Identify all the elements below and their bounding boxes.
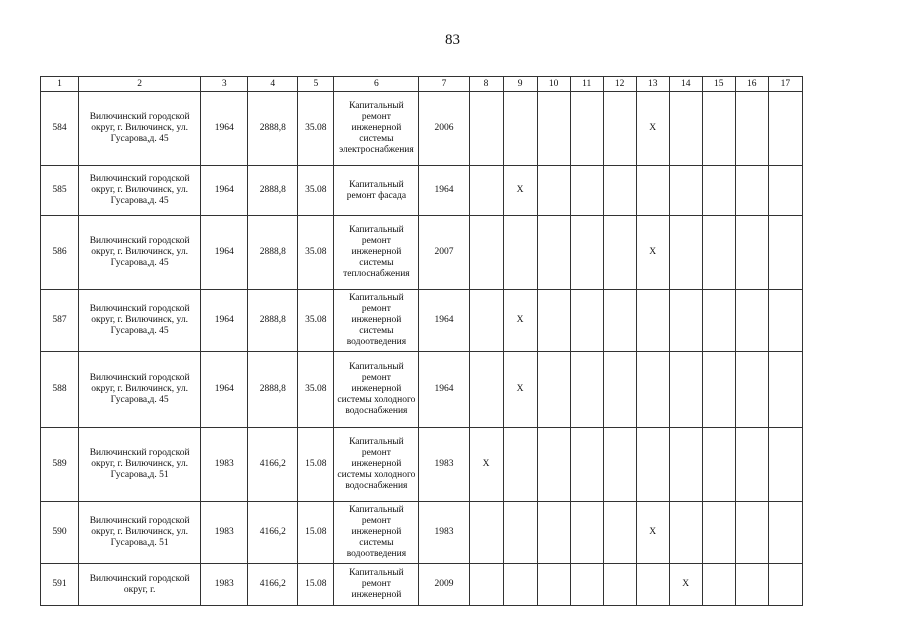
last-repair-year-cell: 1964 <box>419 166 469 216</box>
empty-cell <box>537 92 570 166</box>
last-repair-year-cell: 1983 <box>419 502 469 564</box>
planned-mark-cell: X <box>636 92 669 166</box>
empty-cell <box>603 564 636 606</box>
empty-cell <box>537 166 570 216</box>
table-row <box>41 166 803 216</box>
last-repair-year-cell: 2009 <box>419 564 469 606</box>
planned-mark-cell: X <box>469 428 503 502</box>
column-header-15: 15 <box>702 77 735 92</box>
address-cell: Вилючинский городской округ, г. Вилючинск, ул. Гусарова,д. 45 <box>79 352 201 428</box>
address-cell: Вилючинский городской округ, г. Вилючинск, ул. Гусарова,д. 51 <box>79 502 201 564</box>
build-year-cell: 1964 <box>201 92 248 166</box>
row-number: 588 <box>41 352 79 428</box>
empty-cell <box>636 564 669 606</box>
planned-mark-cell: X <box>503 290 537 352</box>
empty-cell <box>669 290 702 352</box>
area-cell: 2888,8 <box>248 352 298 428</box>
empty-cell <box>469 352 503 428</box>
last-repair-year-cell: 1964 <box>419 290 469 352</box>
empty-cell <box>768 502 802 564</box>
empty-cell <box>735 216 768 290</box>
table-row <box>41 216 803 290</box>
empty-cell <box>702 166 735 216</box>
row-number: 584 <box>41 92 79 166</box>
empty-cell <box>570 166 603 216</box>
address-cell: Вилючинский городской округ, г. <box>79 564 201 606</box>
empty-cell <box>768 428 802 502</box>
column-header-9: 9 <box>503 77 537 92</box>
area-cell: 2888,8 <box>248 92 298 166</box>
wear-cell: 15.08 <box>298 564 334 606</box>
empty-cell <box>768 564 802 606</box>
build-year-cell: 1964 <box>201 290 248 352</box>
address-cell: Вилючинский городской округ, г. Вилючинск, ул. Гусарова,д. 45 <box>79 166 201 216</box>
empty-cell <box>702 352 735 428</box>
table-row <box>41 352 803 428</box>
work-type-cell: Капитальный ремонт инженерной системы водоотведения <box>334 290 419 352</box>
build-year-cell: 1983 <box>201 428 248 502</box>
empty-cell <box>735 352 768 428</box>
empty-cell <box>537 428 570 502</box>
empty-cell <box>469 290 503 352</box>
wear-cell: 35.08 <box>298 352 334 428</box>
empty-cell <box>603 352 636 428</box>
row-number: 585 <box>41 166 79 216</box>
work-type-cell: Капитальный ремонт инженерной системы холодного водоснабжения <box>334 428 419 502</box>
column-header-8: 8 <box>469 77 503 92</box>
build-year-cell: 1983 <box>201 564 248 606</box>
empty-cell <box>570 290 603 352</box>
wear-cell: 35.08 <box>298 290 334 352</box>
empty-cell <box>603 428 636 502</box>
empty-cell <box>603 502 636 564</box>
empty-cell <box>636 428 669 502</box>
address-cell: Вилючинский городской округ, г. Вилючинск, ул. Гусарова,д. 51 <box>79 428 201 502</box>
empty-cell <box>603 290 636 352</box>
column-header-13: 13 <box>636 77 669 92</box>
empty-cell <box>735 92 768 166</box>
column-header-4: 4 <box>248 77 298 92</box>
work-type-cell: Капитальный ремонт инженерной системы водоотведения <box>334 502 419 564</box>
planned-mark-cell: X <box>636 502 669 564</box>
area-cell: 2888,8 <box>248 290 298 352</box>
empty-cell <box>735 564 768 606</box>
empty-cell <box>469 166 503 216</box>
empty-cell <box>768 92 802 166</box>
page-number: 83 <box>445 32 460 48</box>
column-header-16: 16 <box>735 77 768 92</box>
empty-cell <box>603 216 636 290</box>
planned-mark-cell: X <box>503 352 537 428</box>
empty-cell <box>735 502 768 564</box>
empty-cell <box>702 92 735 166</box>
empty-cell <box>503 428 537 502</box>
empty-cell <box>768 352 802 428</box>
column-header-2: 2 <box>79 77 201 92</box>
empty-cell <box>570 564 603 606</box>
table-row <box>41 428 803 502</box>
empty-cell <box>469 92 503 166</box>
empty-cell <box>702 502 735 564</box>
area-cell: 2888,8 <box>248 216 298 290</box>
work-type-cell: Капитальный ремонт инженерной системы теплоснабжения <box>334 216 419 290</box>
column-header-14: 14 <box>669 77 702 92</box>
row-number: 589 <box>41 428 79 502</box>
column-header-10: 10 <box>537 77 570 92</box>
wear-cell: 35.08 <box>298 92 334 166</box>
repair-schedule-table <box>40 76 803 606</box>
address-cell: Вилючинский городской округ, г. Вилючинск, ул. Гусарова,д. 45 <box>79 92 201 166</box>
empty-cell <box>768 290 802 352</box>
planned-mark-cell: X <box>636 216 669 290</box>
empty-cell <box>702 216 735 290</box>
table-row <box>41 564 803 606</box>
column-header-12: 12 <box>603 77 636 92</box>
build-year-cell: 1983 <box>201 502 248 564</box>
empty-cell <box>537 216 570 290</box>
column-number-header <box>41 77 803 92</box>
work-type-cell: Капитальный ремонт инженерной системы холодного водоснабжения <box>334 352 419 428</box>
wear-cell: 35.08 <box>298 166 334 216</box>
area-cell: 2888,8 <box>248 166 298 216</box>
column-header-6: 6 <box>334 77 419 92</box>
last-repair-year-cell: 1983 <box>419 428 469 502</box>
empty-cell <box>735 166 768 216</box>
wear-cell: 15.08 <box>298 502 334 564</box>
table-row <box>41 92 803 166</box>
last-repair-year-cell: 1964 <box>419 352 469 428</box>
row-number: 586 <box>41 216 79 290</box>
column-header-11: 11 <box>570 77 603 92</box>
area-cell: 4166,2 <box>248 502 298 564</box>
empty-cell <box>669 92 702 166</box>
empty-cell <box>570 502 603 564</box>
empty-cell <box>503 92 537 166</box>
empty-cell <box>735 290 768 352</box>
column-header-7: 7 <box>419 77 469 92</box>
empty-cell <box>503 502 537 564</box>
table-row <box>41 290 803 352</box>
empty-cell <box>537 502 570 564</box>
empty-cell <box>636 290 669 352</box>
empty-cell <box>469 216 503 290</box>
empty-cell <box>603 166 636 216</box>
empty-cell <box>669 502 702 564</box>
empty-cell <box>503 216 537 290</box>
area-cell: 4166,2 <box>248 428 298 502</box>
column-header-5: 5 <box>298 77 334 92</box>
empty-cell <box>570 216 603 290</box>
build-year-cell: 1964 <box>201 352 248 428</box>
column-header-1: 1 <box>41 77 79 92</box>
empty-cell <box>537 290 570 352</box>
build-year-cell: 1964 <box>201 216 248 290</box>
row-number: 590 <box>41 502 79 564</box>
empty-cell <box>768 216 802 290</box>
empty-cell <box>669 352 702 428</box>
column-header-3: 3 <box>201 77 248 92</box>
work-type-cell: Капитальный ремонт инженерной <box>334 564 419 606</box>
work-type-cell: Капитальный ремонт инженерной системы электроснабжения <box>334 92 419 166</box>
planned-mark-cell: X <box>503 166 537 216</box>
empty-cell <box>636 352 669 428</box>
work-type-cell: Капитальный ремонт фасада <box>334 166 419 216</box>
empty-cell <box>735 428 768 502</box>
build-year-cell: 1964 <box>201 166 248 216</box>
wear-cell: 15.08 <box>298 428 334 502</box>
empty-cell <box>669 216 702 290</box>
empty-cell <box>702 290 735 352</box>
empty-cell <box>570 352 603 428</box>
empty-cell <box>603 92 636 166</box>
last-repair-year-cell: 2006 <box>419 92 469 166</box>
empty-cell <box>469 564 503 606</box>
wear-cell: 35.08 <box>298 216 334 290</box>
empty-cell <box>636 166 669 216</box>
empty-cell <box>570 92 603 166</box>
empty-cell <box>537 352 570 428</box>
column-header-17: 17 <box>768 77 802 92</box>
empty-cell <box>669 166 702 216</box>
empty-cell <box>537 564 570 606</box>
address-cell: Вилючинский городской округ, г. Вилючинск, ул. Гусарова,д. 45 <box>79 216 201 290</box>
planned-mark-cell: X <box>669 564 702 606</box>
row-number: 587 <box>41 290 79 352</box>
empty-cell <box>669 428 702 502</box>
empty-cell <box>503 564 537 606</box>
last-repair-year-cell: 2007 <box>419 216 469 290</box>
area-cell: 4166,2 <box>248 564 298 606</box>
empty-cell <box>702 564 735 606</box>
empty-cell <box>702 428 735 502</box>
empty-cell <box>768 166 802 216</box>
empty-cell <box>469 502 503 564</box>
address-cell: Вилючинский городской округ, г. Вилючинск, ул. Гусарова,д. 45 <box>79 290 201 352</box>
empty-cell <box>570 428 603 502</box>
row-number: 591 <box>41 564 79 606</box>
table-row <box>41 502 803 564</box>
